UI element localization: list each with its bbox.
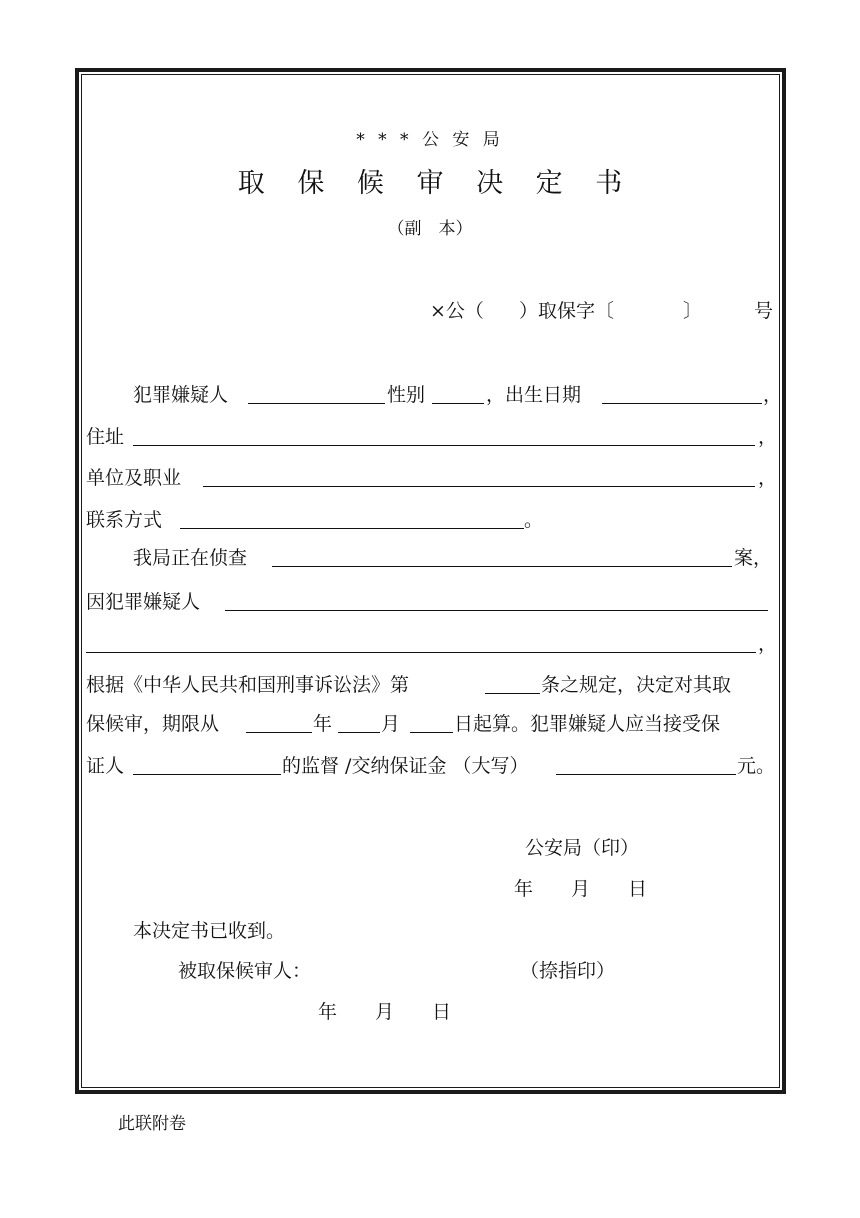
- footer-note: 此联附卷: [118, 1114, 186, 1134]
- article-suffix: 条之规定，决定对其取: [541, 674, 732, 696]
- employer-field[interactable]: [203, 467, 755, 487]
- case-suffix: 案，: [734, 547, 773, 569]
- employer-label: 单位及职业: [86, 467, 182, 489]
- copy-label: （副 本）: [387, 219, 473, 239]
- punctuation-comma: ，: [763, 384, 783, 406]
- birth-date-label: ，出生日期: [486, 384, 582, 406]
- doc-number-suffix: 号: [754, 300, 774, 322]
- issuing-agency: * * * 公 安 局: [356, 130, 504, 150]
- reason-field-line-1[interactable]: [225, 591, 768, 611]
- article-number-field[interactable]: [485, 674, 540, 694]
- case-name-field[interactable]: [272, 547, 732, 567]
- year-label: 年: [313, 713, 333, 735]
- punctuation-comma: ，: [758, 633, 778, 655]
- suspect-label: 犯罪嫌疑人: [133, 384, 229, 406]
- contact-label: 联系方式: [86, 509, 163, 531]
- contact-field[interactable]: [180, 509, 524, 529]
- month-label: 月: [381, 713, 401, 735]
- gender-label: 性别: [387, 384, 426, 406]
- suspect-name-field[interactable]: [248, 384, 385, 404]
- fingerprint-label: （捺指印）: [520, 960, 616, 982]
- reason-field-line-2[interactable]: [86, 633, 756, 653]
- start-day-field[interactable]: [410, 713, 453, 733]
- start-suffix: 日起算。犯罪嫌疑人应当接受保: [454, 713, 721, 735]
- doc-number-close: 〕: [683, 300, 703, 322]
- punctuation-comma: ，: [758, 426, 778, 448]
- address-label: 住址: [86, 426, 125, 448]
- start-month-field[interactable]: [338, 713, 380, 733]
- recipient-label: 被取保候审人：: [178, 960, 312, 982]
- yuan-suffix: 元。: [737, 755, 776, 777]
- start-year-field[interactable]: [246, 713, 312, 733]
- doc-number-middle: ）取保字〔: [519, 300, 615, 322]
- bail-amount-field[interactable]: [556, 755, 736, 775]
- because-label: 因犯罪嫌疑人: [86, 591, 201, 613]
- doc-number-prefix: ×公（: [430, 300, 484, 322]
- receipt-date: 年 月 日: [318, 1001, 452, 1023]
- issuer-date: 年 月 日: [514, 878, 648, 900]
- guarantor-field[interactable]: [133, 755, 281, 775]
- guarantor-label: 证人: [86, 755, 125, 777]
- address-field[interactable]: [133, 426, 755, 446]
- supervision-label: 的监督 /交纳保证金 （大写）: [282, 755, 529, 777]
- issuer-seal: 公安局（印）: [525, 837, 640, 859]
- receipt-statement: 本决定书已收到。: [133, 920, 286, 942]
- document-title: 取 保 候 审 决 定 书: [237, 168, 635, 199]
- legal-basis-label: 根据《中华人民共和国刑事诉讼法》第: [86, 674, 410, 696]
- investigating-label: 我局正在侦查: [133, 547, 248, 569]
- punctuation-comma: ，: [758, 467, 778, 489]
- birth-date-field[interactable]: [602, 384, 762, 404]
- term-label: 保候审，期限从: [86, 713, 220, 735]
- punctuation-period: 。: [524, 509, 544, 531]
- gender-field[interactable]: [432, 384, 484, 404]
